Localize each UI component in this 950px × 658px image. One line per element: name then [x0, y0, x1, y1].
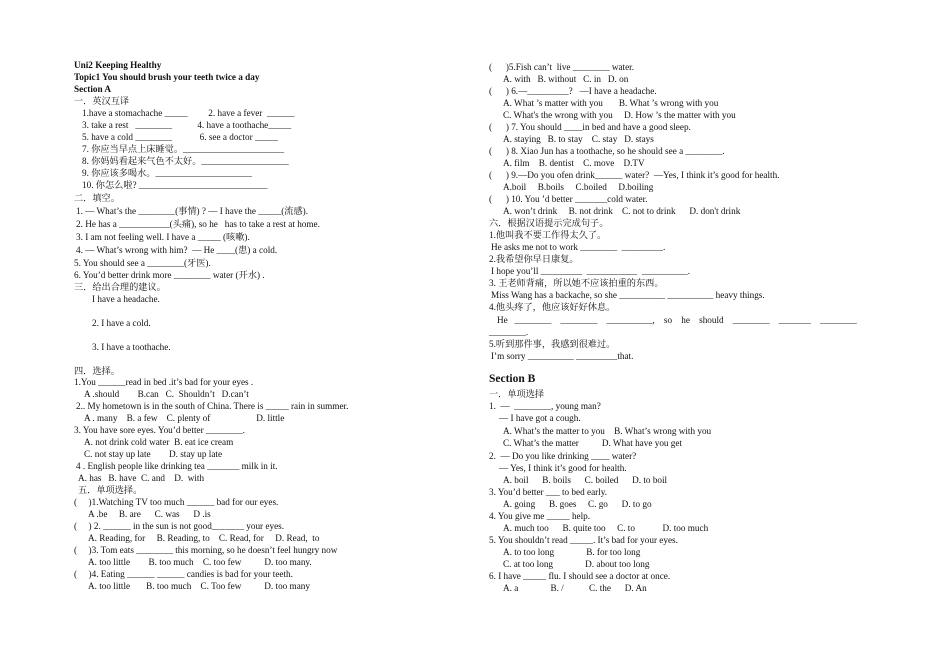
- section-b-line: A. much too B. quite too C. to D. too much: [503, 523, 709, 533]
- part5-cont-line: ( ) 9.—Do you ofen drink______ water? —Yes, I think it’s good for health.: [489, 170, 780, 180]
- part2-line: 6. You’d better drink more ________ water (开水) .: [74, 270, 265, 280]
- part5-line: A. too little B. too much C. Too few D. too many: [88, 581, 310, 591]
- section-b-line: A. boil B. boils C. boiled D. to boil: [503, 475, 668, 485]
- part4-line: A. not drink cold water B. eat ice cream: [84, 437, 234, 447]
- part5-line: ( )1.Watching TV too much ______ bad for our eyes.: [74, 497, 279, 507]
- section-a-title: Section A: [74, 84, 112, 94]
- part6-heading: 六．根据汉语提示完成句子。: [489, 218, 609, 228]
- part5-line: ( )4. Eating ______ ______ candies is bad for your teeth.: [74, 569, 293, 579]
- part4-heading: 四．选择。: [74, 366, 120, 376]
- part1-line: 9. 你应该多喝水。_____________________: [82, 168, 252, 178]
- part4-line: 4 . English people like drinking tea _______ milk in it.: [76, 461, 278, 471]
- part6-line: He ________ ________ __________, so he should ________ _______ ________: [497, 315, 857, 325]
- section-b-line: 4. You give me _____ help.: [489, 511, 591, 521]
- part2-line: 3. I am not feeling well. I have a _____ (咳嗽).: [76, 232, 250, 242]
- part6-line: 5.听到那件事，我感到很难过。: [489, 339, 616, 349]
- part1-line: 1.have a stomachache _____ 2. have a fever ______: [82, 108, 295, 118]
- part1-heading: 一．英汉互译: [74, 96, 130, 106]
- part4-line: A . many B. a few C. plenty of D. little: [84, 413, 285, 423]
- part1-line: 5. have a cold ________ 6. see a doctor _____: [82, 132, 278, 142]
- part5-cont-line: A. What ’s matter with you B. What ’s wrong with you: [503, 98, 719, 108]
- part5-cont-line: A.boil B.boils C.boiled D.boiling: [503, 182, 654, 192]
- section-b-line: A. going B. goes C. go D. to go: [503, 499, 652, 509]
- part2-line: 5. You should see a ________(牙医).: [74, 258, 211, 268]
- part5-line: A. too little B. too much C. too few D. too many.: [88, 557, 312, 567]
- part2-line: 1. — What’s the ________(事情) ? — I have the _____(流感).: [76, 206, 309, 216]
- section-b-heading: 一．单项选择: [489, 389, 545, 399]
- part6-line: ________.: [489, 327, 529, 337]
- part6-line: 2.我希望你早日康复。: [489, 254, 579, 264]
- part4-line: 2.. My hometown is in the south of China. There is _____ rain in summer.: [76, 401, 349, 411]
- section-b-line: 6. I have _____ flu. I should see a doctor at once.: [489, 571, 671, 581]
- part5-line: A. Reading, for B. Reading, to C. Read, for D. Read, to: [88, 533, 320, 543]
- section-b-line: — Yes, I think it’s good for health.: [499, 463, 627, 473]
- part6-line: I hope you’ll _________ ___________ __________.: [491, 266, 691, 276]
- part5-cont-line: A. film B. dentist C. move D.TV: [503, 158, 645, 168]
- section-b-line: A. to too long B. for too long: [503, 547, 641, 557]
- part4-line: A .should B.can C. Shouldn’t D.can’t: [84, 389, 249, 399]
- part6-line: 4.他头疼了，他应该好好休息。: [489, 302, 616, 312]
- part5-cont-line: C. What's the wrong with you D. How ’s the matter with you: [503, 110, 736, 120]
- part2-heading: 二．填空。: [74, 193, 120, 203]
- part1-line: 3. take a rest ________ 4. have a toothache_____: [82, 120, 292, 130]
- section-b-line: — I have got a cough.: [499, 413, 581, 423]
- part2-line: 2. He has a ___________(头痛), so he has to take a rest at home.: [76, 219, 320, 229]
- part1-line: 8. 你妈妈看起来气色不太好。___________________: [82, 156, 289, 166]
- part4-line: 1.You ______read in bed .it’s bad for your eyes .: [74, 377, 254, 387]
- section-b-line: C. at too long D. about too long: [503, 559, 650, 569]
- part3-line: 2. I have a cold.: [92, 318, 151, 328]
- part5-line: ( )3. Tom eats ________ this morning, so he doesn’t feel hungry now: [74, 545, 338, 555]
- part5-cont-line: ( )5.Fish can’t live ________ water.: [489, 62, 635, 72]
- part5-heading: 五．单项选择。: [78, 485, 143, 495]
- part6-line: He asks me not to work ________ _________.: [491, 242, 666, 252]
- part5-cont-line: ( ) 10. You ’d better _______cold water.: [489, 194, 648, 204]
- section-b-title: Section B: [489, 373, 536, 385]
- section-b-line: A. What’s the matter to you B. What’s wrong with you: [503, 426, 712, 436]
- part6-line: Miss Wang has a backache, so she __________ __________ heavy things.: [491, 290, 765, 300]
- section-b-line: 1. — ________, young man?: [489, 401, 601, 411]
- part5-line: ( ) 2. ______ in the sun is not good_______ your eyes.: [74, 521, 285, 531]
- part5-cont-line: A. staying B. to stay C. stay D. stays: [503, 134, 654, 144]
- part1-line: 10. 你怎么啦? ____________________________: [82, 180, 268, 190]
- part6-line: 1.他叫我不要工作得太久了。: [489, 230, 607, 240]
- part6-line: I’m sorry __________ _________that.: [491, 351, 634, 361]
- section-b-line: C. What’s the matter D. What have you get: [503, 438, 683, 448]
- part3-line: I have a headache.: [92, 294, 160, 304]
- part4-line: A. has B. have C. and D. with: [78, 473, 205, 483]
- part1-line: 7. 你应当早点上床睡觉。______________________: [82, 144, 285, 154]
- part4-line: C. not stay up late D. stay up late: [84, 449, 223, 459]
- section-b-line: A. a B. / C. the D. An: [503, 583, 647, 593]
- part5-cont-line: A. won’t drink B. not drink C. not to drink D. don't drink: [503, 206, 741, 216]
- section-b-line: 2. — Do you like drinking ____ water?: [489, 451, 637, 461]
- part4-line: 3. You have sore eyes. You’d better ________.: [74, 425, 245, 435]
- unit-title: Uni2 Keeping Healthy: [74, 60, 162, 70]
- part5-cont-line: A. with B. without C. in D. on: [503, 74, 629, 84]
- part5-cont-line: ( ) 8. Xiao Jun has a toothache, so he should see a ________.: [489, 146, 725, 156]
- part2-line: 4. — What’s wrong with him? — He ____(患) a cold.: [76, 245, 278, 255]
- part5-cont-line: ( ) 6.—_________? —I have a headache.: [489, 86, 657, 96]
- section-b-line: 5. You shouldn’t read _____. It’s bad for your eyes.: [489, 535, 678, 545]
- part5-cont-line: ( ) 7. You should ____in bed and have a good sleep.: [489, 122, 691, 132]
- topic-title: Topic1 You should brush your teeth twice a day: [74, 72, 260, 82]
- part3-line: 3. I have a toothache.: [92, 342, 171, 352]
- part5-line: A .be B. are C. was D .is: [88, 509, 211, 519]
- part6-line: 3. 王老师背痛，所以她不应该拍重的东西。: [489, 278, 664, 288]
- section-b-line: 3. You’d better ___ to bed early.: [489, 487, 608, 497]
- part3-heading: 三．给出合理的建议。: [74, 282, 166, 292]
